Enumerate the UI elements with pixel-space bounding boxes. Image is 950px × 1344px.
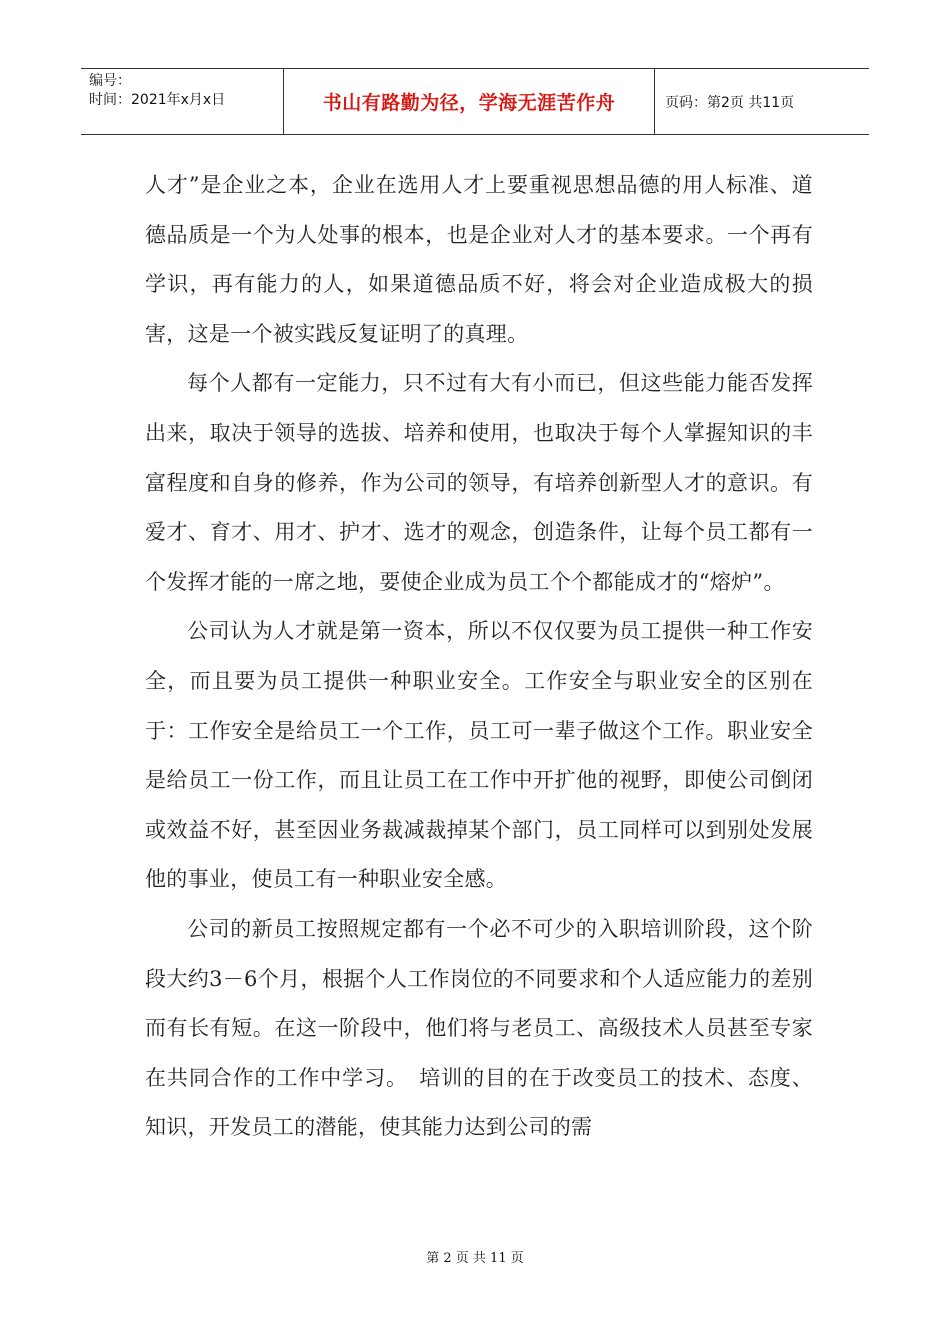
page-header bbox=[81, 68, 869, 135]
header-page-info: 页码：第2页 共11页 bbox=[665, 94, 795, 111]
paragraph: 人才”是企业之本，企业在选用人才上要重视思想品德的用人标准、道德品质是一个为人处事的根本，也是企业对人才的基本要求。一个再有学识，再有能力的人，如果道德品质不好，将会对企业造成极大的损害，这是一个被实践反复证明了的真理。 bbox=[145, 173, 813, 346]
document-date: 时间：2021年x月x日 bbox=[89, 92, 226, 108]
paragraph: 公司的新员工按照规定都有一个必不可少的入职培训阶段，这个阶段大约3－6个月，根据个人工作岗位的不同要求和个人适应能力的差别而有长有短。在这一阶段中，他们将与老员工、高级技术人员甚至专家在共同合作的工作中学习。 培训的目的在于改变员工的技术、态度、知识，开发员工的潜能，使其能力达到公司的需 bbox=[145, 916, 813, 1140]
header-meta bbox=[81, 69, 283, 134]
document-body bbox=[145, 161, 813, 1153]
page-footer: 第 2 页 共 11 页 bbox=[426, 1251, 524, 1266]
document-number-label: 编号： bbox=[89, 73, 131, 89]
header-motto-cell bbox=[283, 69, 655, 134]
paragraph: 公司认为人才就是第一资本，所以不仅仅要为员工提供一种工作安全，而且要为员工提供一种职业安全。工作安全与职业安全的区别在于：工作安全是给员工一个工作，员工可一辈子做这个工作。职业安全是给员工一份工作，而且让员工在工作中开扩他的视野，即使公司倒闭或效益不好，甚至因业务裁减裁掉某个部门，员工同样可以到别处发展他的事业，使员工有一种职业安全感。 bbox=[145, 619, 813, 892]
motto-text: 书山有路勤为径，学海无涯苦作舟 bbox=[322, 92, 616, 114]
paragraph: 每个人都有一定能力，只不过有大有小而已，但这些能力能否发挥出来，取决于领导的选拔、培养和使用，也取决于每个人掌握知识的丰富程度和自身的修养，作为公司的领导，有培养创新型人才的意识。有爱才、育才、用才、护才、选才的观念，创造条件，让每个员工都有一个发挥才能的一席之地，要使企业成为员工个个都能成才的“熔炉”。 bbox=[145, 371, 813, 594]
